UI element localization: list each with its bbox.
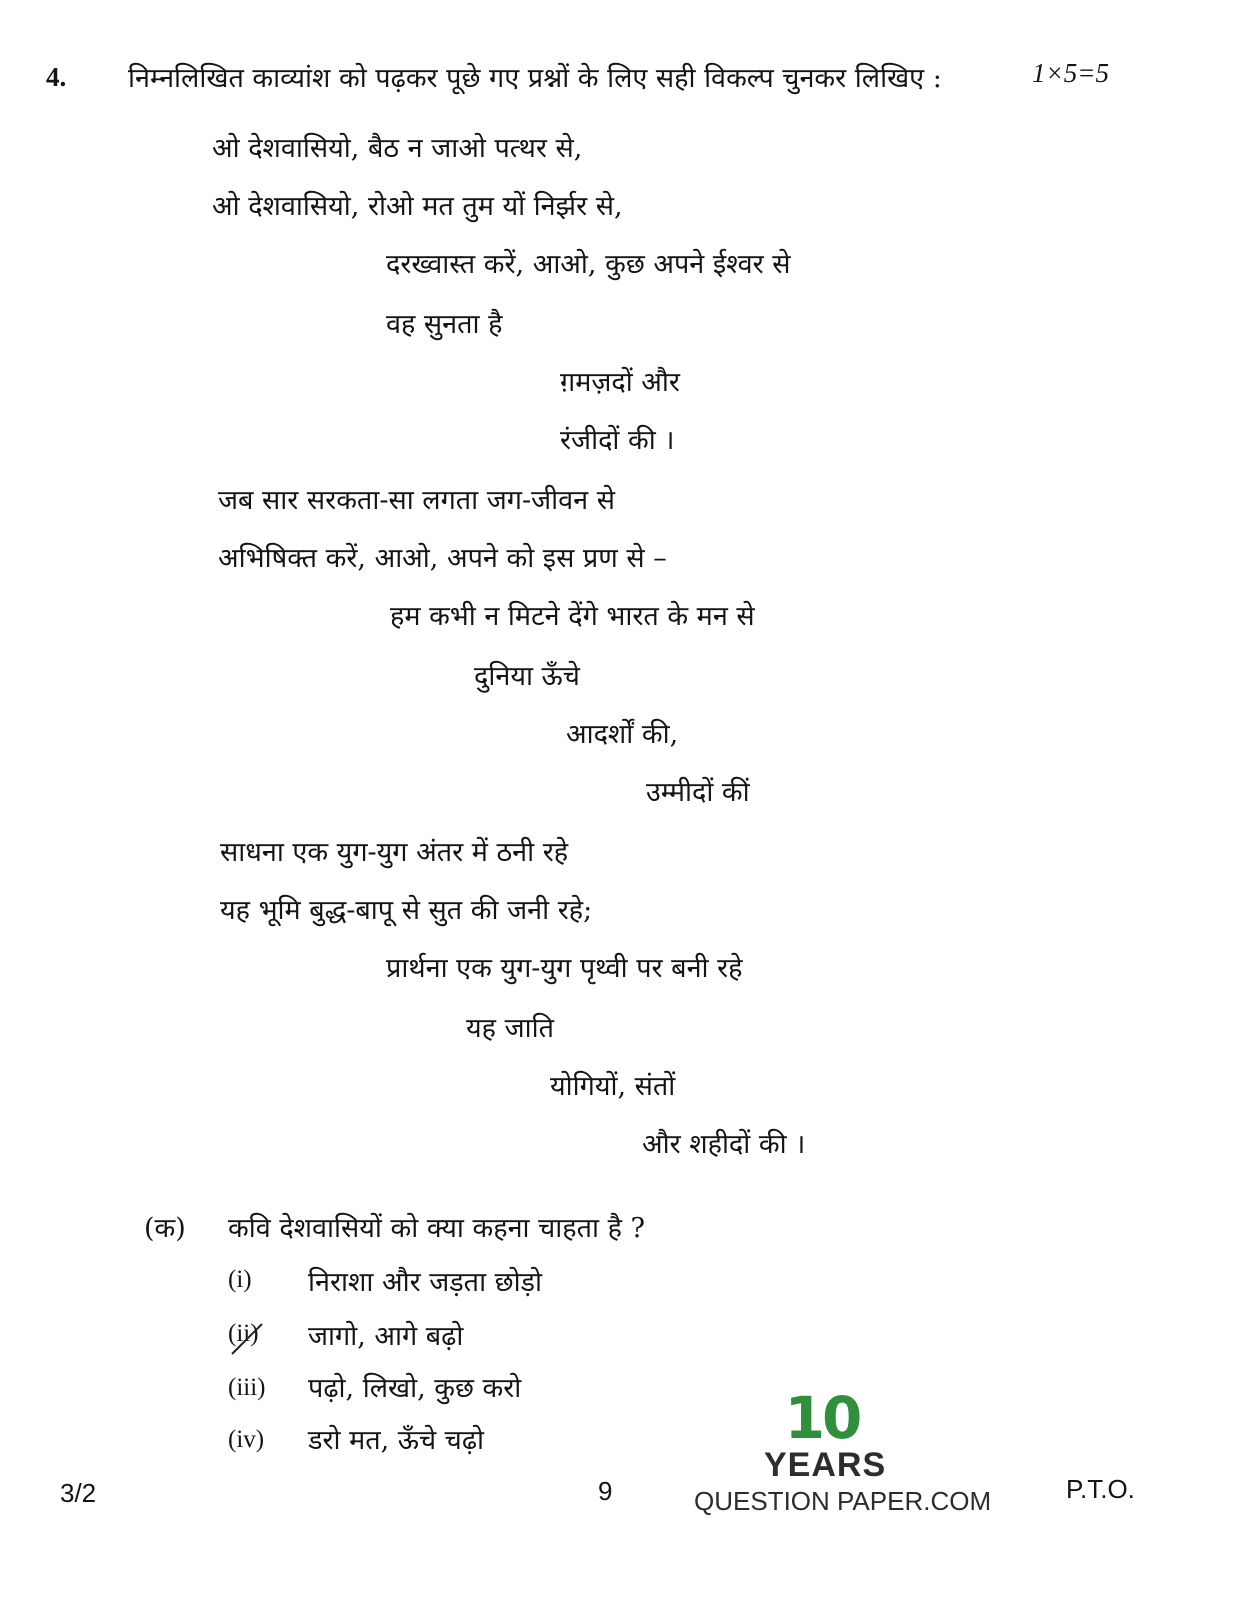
poem-line: दुनिया ऊँचे <box>474 661 580 692</box>
poem-line: योगियों, संतों <box>550 1071 676 1102</box>
poem-line: आदर्शों की, <box>566 719 679 750</box>
option-text: निराशा और जड़ता छोड़ो <box>308 1267 542 1298</box>
question-instruction: निम्नलिखित काव्यांश को पढ़कर पूछे गए प्रश्नों के लिए सही विकल्प चुनकर लिखिए : <box>128 63 942 94</box>
poem-line: हम कभी न मिटने देंगे भारत के मन से <box>390 601 755 632</box>
page-number: 9 <box>598 1476 613 1506</box>
question-marks: 1×5=5 <box>1032 58 1109 88</box>
watermark-site: QUESTION PAPER.COM <box>694 1486 992 1516</box>
poem-line: उम्मीदों कीं <box>646 777 750 808</box>
poem-line: यह भूमि बुद्ध-बापू से सुत की जनी रहे; <box>220 895 593 926</box>
question-number: 4. <box>46 62 67 92</box>
poem-line: वह सुनता है <box>386 309 503 340</box>
pto-label: P.T.O. <box>1066 1474 1135 1504</box>
option-number: (i) <box>228 1266 252 1293</box>
watermark-years: YEARS <box>764 1446 887 1484</box>
poem-line: प्रार्थना एक युग-युग पृथ्वी पर बनी रहे <box>386 953 743 984</box>
poem-line: साधना एक युग-युग अंतर में ठनी रहे <box>220 837 569 868</box>
poem-line: अभिषिक्त करें, आओ, अपने को इस प्रण से – <box>218 543 667 574</box>
poem-line: ग़मज़दों और <box>560 367 680 398</box>
option-number: (iii) <box>228 1374 266 1401</box>
watermark-number: 10 <box>784 1384 860 1452</box>
option-number: (iv) <box>228 1426 265 1453</box>
strike-mark-icon <box>228 1318 268 1358</box>
poem-line: रंजीदों की । <box>560 425 675 456</box>
option-text: पढ़ो, लिखो, कुछ करो <box>308 1373 522 1404</box>
poem-line: यह जाति <box>466 1013 554 1044</box>
paper-code: 3/2 <box>60 1478 97 1508</box>
option-text: जागो, आगे बढ़ो <box>308 1321 464 1352</box>
poem-line: ओ देशवासियो, बैठ न जाओ पत्थर से, <box>212 133 583 164</box>
poem-line: ओ देशवासियो, रोओ मत तुम यों निर्झर से, <box>212 191 623 222</box>
option-number: (ii) <box>228 1320 259 1347</box>
sub-question-text: कवि देशवासियों को क्या कहना चाहता है ? <box>228 1213 645 1244</box>
poem-line: जब सार सरकता-सा लगता जग-जीवन से <box>218 485 615 516</box>
sub-question-label: (क) <box>144 1213 186 1244</box>
poem-line: दरख्वास्त करें, आओ, कुछ अपने ईश्वर से <box>386 249 791 280</box>
poem-line: और शहीदों की । <box>642 1129 806 1160</box>
option-text: डरो मत, ऊँचे चढ़ो <box>308 1425 485 1456</box>
